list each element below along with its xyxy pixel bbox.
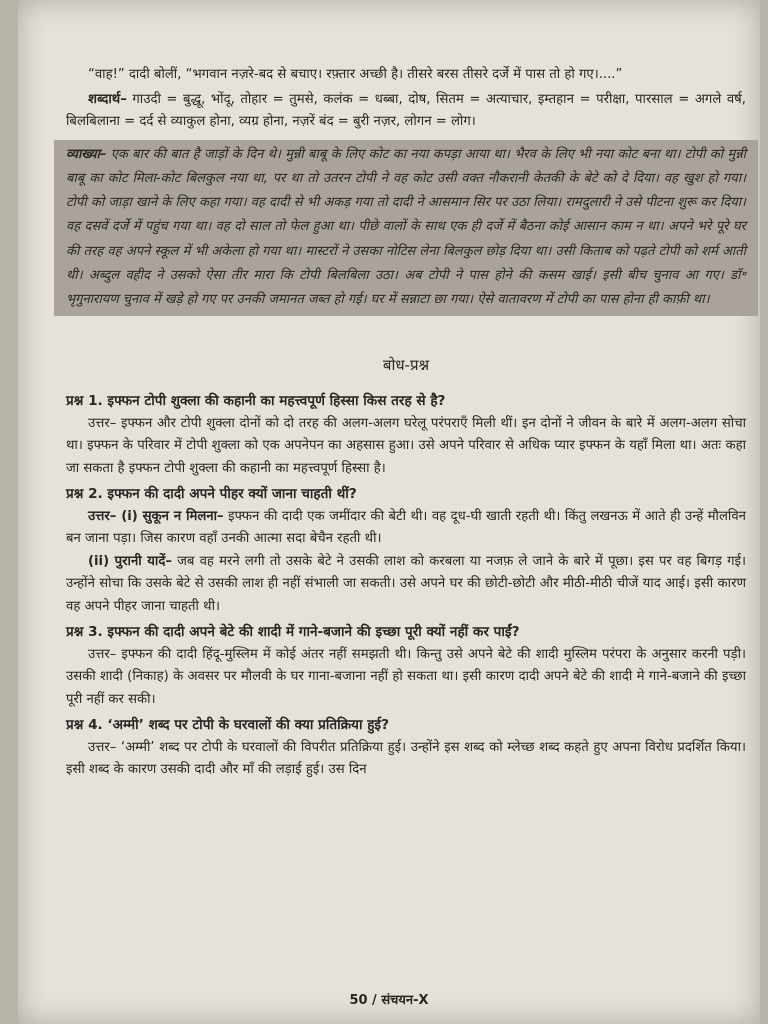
question-3: प्रश्न 3. इफ्फन की दादी अपने बेटे की शादी में गाने-बजाने की इच्छा पूरी क्यों नहीं कर पाईं? [66, 624, 520, 641]
page-footer: 50 / संचयन-X [349, 993, 429, 1008]
section-heading: बोध-प्रश्न [382, 355, 430, 374]
glossary-label: शब्दार्थ– [88, 91, 127, 107]
question-4: प्रश्न 4. ‘अम्मी’ शब्द पर टोपी के घरवालों की क्या प्रतिक्रिया हुई? [66, 717, 389, 734]
explanation-text: एक बार की बात है जाड़ों के दिन थे। मुन्नी बाबू के लिए कोट का नया कपड़ा आया था। भैरव के लिए भी नया कोट बना था। टोपी को मुन्नी बाबू का कोट मिला-कोट बिलकुल नया था, पर था तो उतरन टोपी ने वह कोट उसी वक्त नौकरानी केतकी के बेटे को दे दिया। वह खुश हो गया। टोपी को जाड़ा खाने के लिए कहा गया। वह दादी से भी अकड़ गया तो दादी ने आसमान सिर पर उठा लिया। रामदुलारी ने उसे पीटना शुरू कर दिया। वह दसवें दर्जे में पहुंच गया था। वह दो साल तो फेल हुआ था। पीछे वालों के साथ एक ही दर्जे में बैठना कोई आसान काम न था। अपने भरे पूरे घर की तरह वह अपने स्कूल में भी अकेला हो गया था। मास्टरों ने उसका नोटिस लेना बिलकुल छोड़ दिया था। उसी किताब को पढ़ते टोपी को शर्म आती थी। अब्दुल वहीद ने उसको ऐसा तीर मारा कि टोपी बिलबिला उठा। अब टोपी ने पास होने की कसम खाई। इसी बीच चुनाव आ गए। डॉ॰ भृगुनारायण चुनाव में खड़े हो गए पर उनकी जमानत जब्त हो गई। घर में सन्नाटा छा गया। ऐसे वातावरण में टोपी का पास होना ही काफ़ी था। [66, 146, 746, 308]
answer-2-part-1-text: इफ्फन की दादी एक जमींदार की बेटी थी। वह दूध-घी खाती रहती थी। किंतु लखनऊ में आते ही उन्हें मौलविन बन जाना पड़ा। जिस कारण वहाँ उनकी आत्मा सदा बेचैन रहती थी। [66, 508, 746, 547]
answer-4: उत्तर– ‘अम्मी’ शब्द पर टोपी के घरवालों की विपरीत प्रतिक्रिया हुई। उन्होंने इस शब्द को म्लेच्छ शब्द कहते हुए अपना विरोध प्रदर्शित किया। इसी शब्द के कारण उसकी दादी और माँ की लड़ाई हुई। उस दिन [66, 739, 746, 778]
answer-2-part-2 [66, 551, 746, 619]
answer-1: उत्तर– इफ्फन और टोपी शुक्ला दोनों को दो तरह की अलग-अलग घरेलू परंपराएँ मिली थीं। इन दोनों ने जीवन के बारे में अलग-अलग सोचा था। इफ्फन के परिवार में टोपी शुक्ला को एक अपनेपन का अहसास हुआ। उसे अपने परिवार से अधिक प्यार इफ्फन के यहाँ मिला था। अतः कहा जा सकता है इफ्फन टोपी शुक्ला की कहानी का महत्त्वपूर्ण हिस्सा है। [66, 415, 746, 476]
answer-2-part-2-label: (ii) पुरानी यादें– [88, 553, 172, 569]
answer-2-part-2-text: जब वह मरने लगी तो उसके बेटे ने उसकी लाश को करबला या नजफ़ ले जाने के बारे में पूछा। इस पर वह बिगड़ गई। उन्होंने सोचा कि उसके बेटे से उसकी लाश ही नहीं संभाली जा सकती। उसे अपने घर की छोटी-छोटी और मीठी-मीठी चीजें याद आई। इसी कारण वह अपने पीहर जाना चाहती थी। [66, 553, 746, 614]
book-page [18, 0, 760, 1024]
page-content [66, 64, 746, 782]
answer-2-part-1-label: उत्तर– (i) सुकून न मिलना– [88, 508, 224, 524]
answer-2-part-1 [66, 506, 746, 551]
answer-3: उत्तर– इफ्फन की दादी हिंदू-मुस्लिम में कोई अंतर नहीं समझती थी। किन्तु उसे अपने बेटे की शादी मुस्लिम परंपरा के अनुसार करनी पड़ी। उसकी शादी (निकाह) के अवसर पर मौलवी के घर गाना-बजाना नहीं हो सकता था। इसी कारण दादी अपने बेटे की शादी मे गाने-बजाने की इच्छा पूरी नहीं कर सकी। [66, 646, 746, 707]
question-1: प्रश्न 1. इफ्फन टोपी शुक्ला की कहानी का महत्त्वपूर्ण हिस्सा किस तरह से है? [66, 393, 446, 410]
explanation-label: व्याख्या– [66, 146, 107, 162]
glossary-paragraph [66, 89, 746, 134]
explanation-box [54, 140, 758, 316]
glossary-text: गाउदी = बुद्धू, भोंदू, तोहार = तुमसे, कलंक = धब्बा, दोष, सितम = अत्याचार, इम्तहान = परीक्षा, पारसाल = अगले वर्ष, बिलबिलाना = दर्द से व्याकुल होना, व्यग्र होना, नज़रें बंद = बुरी नज़र, लोगन = लोग। [66, 91, 746, 129]
question-2: प्रश्न 2. इफ्फन की दादी अपने पीहर क्यों जाना चाहती थीं? [66, 486, 357, 503]
intro-paragraph: “वाह!” दादी बोलीं, “भगवान नज़रे-बद से बचाए। रफ़्तार अच्छी है। तीसरे बरस तीसरे दर्जे में पास तो हो गए।....” [88, 67, 623, 82]
